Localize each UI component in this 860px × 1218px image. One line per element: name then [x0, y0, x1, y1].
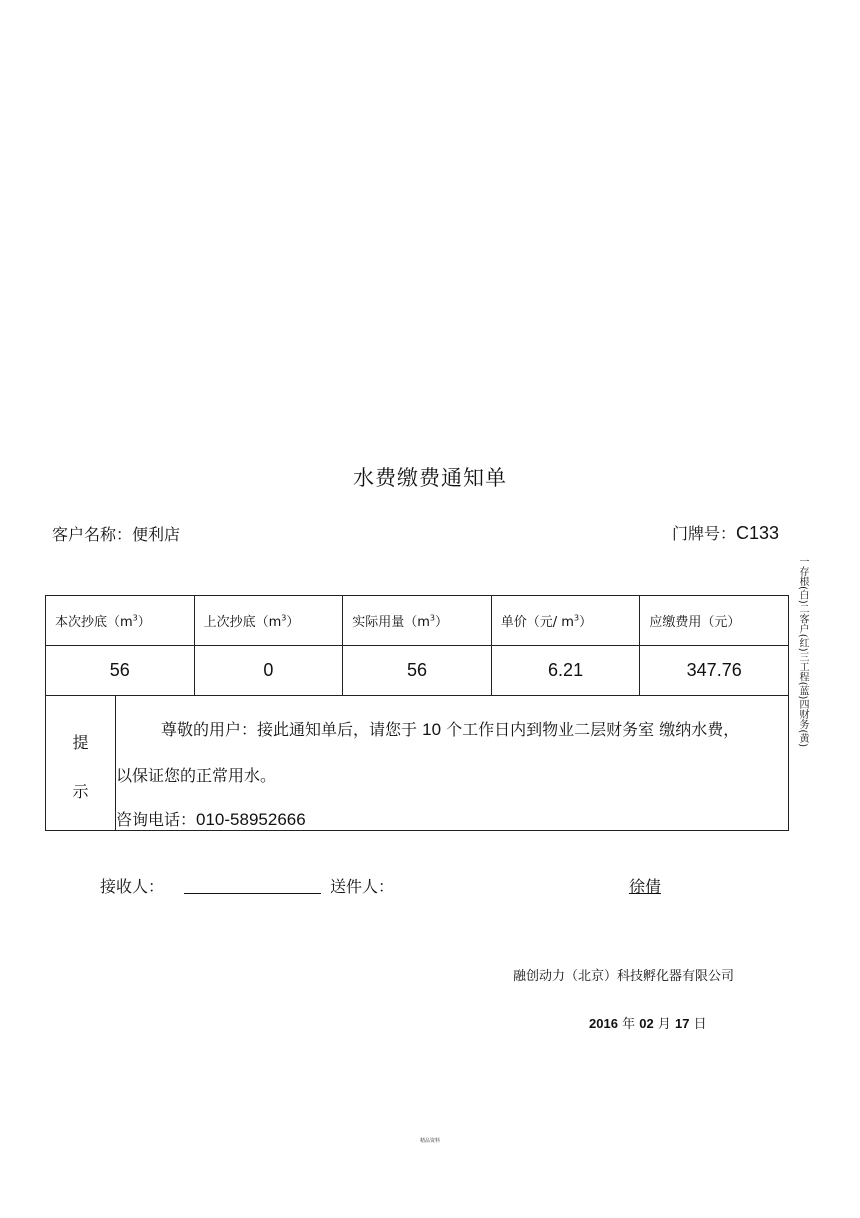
- customer-value: 便利店: [132, 525, 181, 544]
- door-label: 门牌号：: [672, 524, 737, 543]
- tip-line-3: 咨询电话：010-58952666: [116, 810, 306, 829]
- receiver-label: 接收人：: [100, 877, 165, 896]
- value-actual-usage: 56: [343, 646, 492, 696]
- footer-text: 精品资料: [419, 1138, 440, 1144]
- header-current-reading: 本次抄底$(m^3)$: [46, 596, 195, 646]
- door-value: C133: [736, 523, 780, 543]
- tip-line-1: 尊敬的用户：接此通知单后，请您于 10 个工作日内到物业二层财务室 缴纳水费，: [161, 720, 740, 739]
- table-value-row: [46, 646, 789, 696]
- value-unit-price: 6.21: [491, 646, 640, 696]
- sender-name: 徐倩: [629, 877, 662, 896]
- copy-distribution-note: 一存根(白)二客户(红)三工程(蓝)四财务(黄): [797, 556, 808, 748]
- header-previous-reading: 上次抄底$(m^3)$: [194, 596, 343, 646]
- fee-table: [45, 595, 789, 831]
- value-amount-due: 347.76: [640, 646, 789, 696]
- tip-label-1: 提: [72, 733, 89, 752]
- tip-label-2: 示: [72, 782, 89, 801]
- customer-name: [52, 522, 180, 545]
- table-header-row: [46, 596, 789, 646]
- door-number: [672, 521, 779, 544]
- customer-label: 客户名称：: [52, 525, 133, 544]
- value-previous-reading: 0: [194, 646, 343, 696]
- header-unit-price: 单价（元/ $m^3$）: [491, 596, 640, 646]
- document-title: 水费缴费通知单: [353, 466, 507, 490]
- issue-date: 2016 年 02 月 17 日: [589, 1016, 707, 1032]
- tip-cell: [46, 696, 789, 831]
- header-amount-due: 应缴费用（元）: [640, 596, 789, 646]
- company-name: 融创动力（北京）科技孵化器有限公司: [513, 969, 735, 984]
- receiver-signature-line: [184, 893, 321, 894]
- sender-label: 送件人：: [330, 877, 395, 896]
- tip-line-2: 以保证您的正常用水。: [116, 766, 277, 785]
- tip-row: [46, 696, 789, 831]
- header-actual-usage: 实际用量$(m^3)$: [343, 596, 492, 646]
- value-current-reading: 56: [46, 646, 195, 696]
